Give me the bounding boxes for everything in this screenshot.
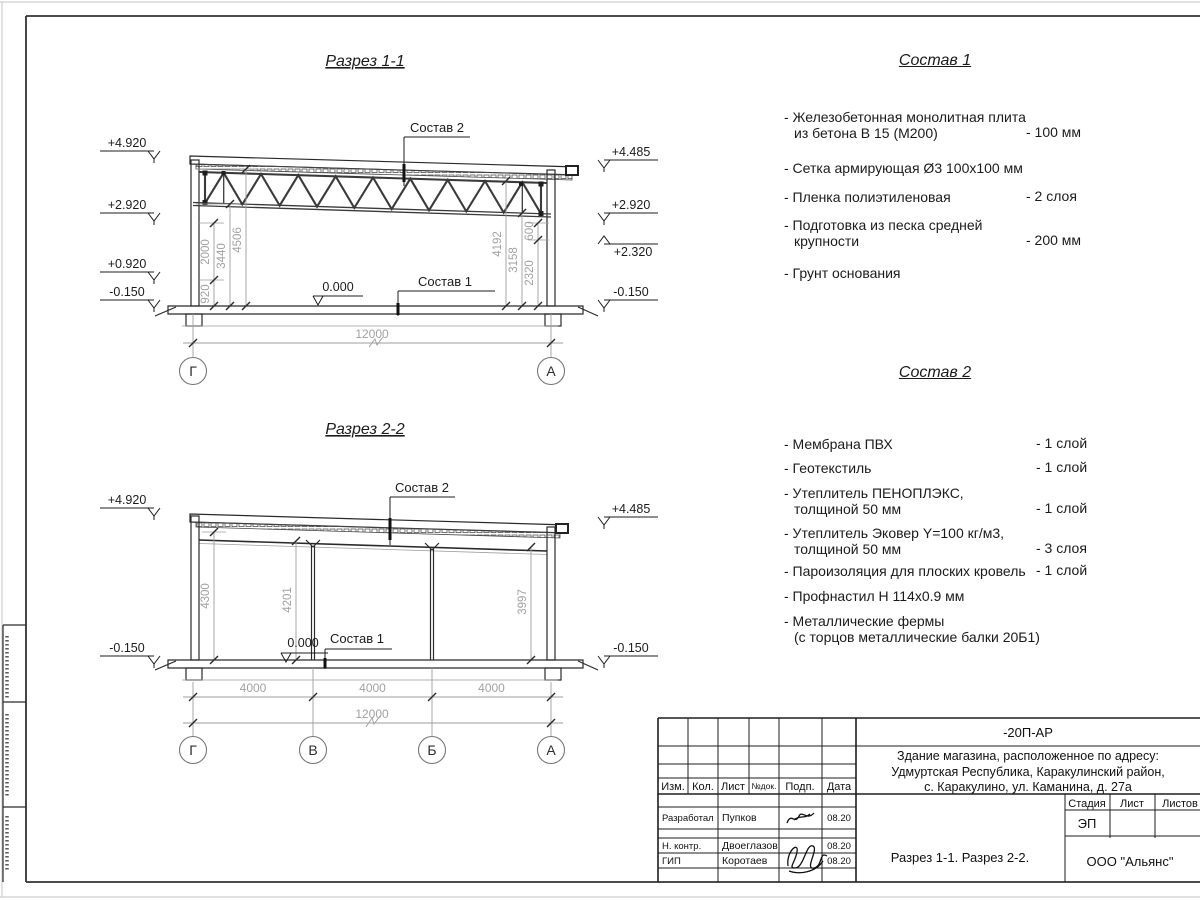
material-name: - Металлические фермы: [784, 613, 945, 629]
title-block: [658, 718, 1200, 882]
stamp-role-1: Н. контр.: [662, 841, 702, 852]
column-left-2: [191, 516, 199, 660]
column-right-1: [547, 170, 555, 306]
dim-4000-c: 4000: [478, 681, 505, 695]
elev-2920-r1: +2.920: [611, 198, 651, 212]
dim-2000: 2000: [200, 239, 212, 265]
material-item: [784, 563, 1192, 579]
elev-0150-l1: -0.150: [109, 285, 145, 299]
section-1-title: Разрез 1-1: [325, 53, 405, 70]
signature-1: [788, 846, 827, 873]
zero-mark-1: 0.000: [322, 280, 354, 294]
material-name: - Железобетонная монолитная плита: [784, 109, 1026, 125]
column-axis-b: [425, 543, 439, 660]
axis-label-g1: Г: [189, 363, 197, 379]
material-item: [784, 588, 1192, 604]
material-item: [784, 217, 1192, 249]
material-value: - 200 мм: [1026, 232, 1082, 248]
callout-sostav2-1: Состав 2: [410, 120, 464, 135]
dim-4300: 4300: [200, 583, 212, 609]
roof-1: [190, 156, 578, 180]
axis-label-v2: В: [308, 742, 318, 758]
stamp-role-2: ГИП: [662, 856, 681, 867]
stamp-org: ООО "Альянс": [1086, 854, 1174, 869]
material-name: - Геотекстиль: [784, 460, 872, 476]
section-2-2: [100, 421, 658, 764]
material-item: [784, 160, 1192, 176]
dim-4201: 4201: [282, 587, 294, 613]
stamp-date-2: 08.20: [827, 856, 851, 867]
signature-0: [787, 813, 814, 823]
stamp-date-0: 08.20: [827, 813, 851, 824]
material-name-2: (с торцов металлические балки 20Б1): [794, 629, 1040, 645]
material-item: [784, 525, 1192, 557]
elev-2920-l1: +2.920: [107, 198, 147, 212]
section-2-title: Разрез 2-2: [325, 421, 405, 438]
material-name-2: толщиной 50 мм: [794, 501, 902, 517]
elev-4485-r2: +4.485: [611, 502, 651, 516]
dim-3440: 3440: [216, 243, 228, 269]
roof-edge-beam-2: [556, 524, 568, 533]
stamp-stage-label: Стадия: [1068, 798, 1106, 810]
stamp-address-2: Удмуртская Республика, Каракулинский район,: [891, 765, 1165, 779]
material-name: - Грунт основания: [784, 265, 901, 281]
elev-4920-l2: +4.920: [107, 493, 147, 507]
elev-0920-l1: +0.920: [107, 257, 147, 271]
sostav-1-list: [772, 40, 1192, 300]
stamp-role-0: Разработал: [662, 813, 714, 824]
stamp-list-label: Лист: [1120, 798, 1144, 810]
material-value: - 3 слоя: [1036, 540, 1087, 556]
material-name-2: толщиной 50 мм: [794, 541, 902, 557]
material-value: - 1 слой: [1036, 562, 1088, 578]
roof-edge-beam: [566, 166, 578, 175]
axis-label-a1: А: [546, 363, 556, 379]
material-name: - Утеплитель Эковер Y=100 кг/м3,: [784, 525, 1005, 541]
sostav-2-list: [772, 360, 1192, 660]
stamp-doc-code: -20П-АР: [1003, 725, 1053, 740]
stamp-col-izm: Изм.: [661, 781, 685, 793]
stamp-date-1: 08.20: [827, 841, 851, 852]
roof-2: [190, 514, 568, 555]
column-right-2: [547, 527, 555, 660]
callouts-2: [281, 480, 455, 669]
dim-12000-2: 12000: [355, 707, 389, 721]
material-item: [784, 436, 1192, 452]
stamp-stage-value: ЭП: [1077, 816, 1097, 831]
sostav-1-title: Состав 1: [898, 52, 972, 69]
elev-4920-l1: +4.920: [107, 136, 147, 150]
material-item: [784, 189, 1192, 205]
axis-label-a2: А: [546, 742, 556, 758]
material-name-2: из бетона В 15 (М200): [794, 125, 938, 141]
material-value: - 1 слой: [1036, 435, 1088, 451]
stamp-col-ndok: №док.: [751, 781, 777, 791]
dim-12000-1: 12000: [355, 327, 389, 341]
axis-label-g2: Г: [189, 742, 197, 758]
section-1-1: [100, 53, 658, 385]
stamp-listov-label: Листов: [1162, 798, 1198, 810]
stamp-drawing-title: Разрез 1-1. Разрез 2-2.: [890, 850, 1030, 865]
stamp-col-list: Лист: [721, 781, 745, 793]
dim-4000-a: 4000: [239, 681, 267, 695]
elevations-left-1: [100, 136, 160, 312]
material-name: - Сетка армирующая Ø3 100х100 мм: [784, 160, 1023, 176]
material-name: - Пароизоляция для плоских кровель: [784, 563, 1026, 579]
stamp-col-podp: Подп.: [785, 781, 815, 793]
callout-sostav1-1: Состав 1: [418, 274, 472, 289]
stamp-name-2: Коротаев: [722, 855, 768, 867]
material-value: - 100 мм: [1026, 124, 1082, 140]
material-name: - Пленка полиэтиленовая: [784, 189, 951, 205]
dim-3158: 3158: [508, 247, 520, 273]
elev-0150-r2: -0.150: [613, 641, 649, 655]
material-value: - 1 слой: [1036, 500, 1088, 516]
material-item: [784, 485, 1192, 517]
floor-2: [155, 660, 598, 680]
material-item: [784, 265, 1192, 281]
dim-920: 920: [200, 284, 212, 304]
material-item: [784, 613, 1192, 645]
material-name: - Профнастил Н 114х0.9 мм: [784, 588, 965, 604]
elev-0150-r1: -0.150: [613, 285, 649, 299]
callout-sostav1-2: Состав 1: [330, 631, 384, 646]
elev-4485-r1: +4.485: [611, 145, 651, 159]
stamp-col-kol: Кол.: [692, 781, 714, 793]
zero-mark-2: 0.000: [287, 636, 319, 650]
dim-4192: 4192: [492, 231, 504, 257]
dim-4506: 4506: [232, 227, 244, 253]
elevations-right-1: [598, 145, 658, 312]
dim-4000-b: 4000: [359, 681, 386, 695]
dim-2320: 2320: [524, 260, 536, 286]
sostav-2-title: Состав 2: [898, 364, 972, 381]
dims-bottom-2: [180, 668, 565, 764]
stamp-col-data: Дата: [826, 781, 852, 793]
stamp-name-0: Пупков: [722, 812, 757, 824]
floor-1: [155, 306, 598, 326]
material-name: - Мембрана ПВХ: [784, 436, 893, 452]
dim-600: 600: [524, 221, 536, 241]
dims-bottom-1: [180, 314, 565, 385]
callouts-1: [313, 120, 495, 316]
material-value: - 1 слой: [1036, 459, 1088, 475]
material-name: - Утеплитель ПЕНОПЛЭКС,: [784, 485, 964, 501]
elev-2320-r1: +2.320: [613, 245, 653, 259]
frame-side-cells: [3, 625, 26, 882]
stamp-address-1: Здание магазина, расположенное по адресу:: [897, 749, 1159, 763]
axis-label-b2: Б: [427, 742, 437, 758]
stamp-address-3: с. Каракулино, ул. Каманина, д. 27а: [924, 780, 1132, 794]
column-left-1: [191, 160, 199, 306]
material-name: - Подготовка из песка средней: [784, 217, 983, 233]
material-value: - 2 слоя: [1026, 188, 1077, 204]
stamp-name-1: Двоеглазов: [722, 840, 778, 852]
material-item: [784, 460, 1192, 476]
material-item: [784, 109, 1192, 141]
dim-3997: 3997: [517, 589, 529, 615]
elev-0150-l2: -0.150: [109, 641, 145, 655]
material-name-2: крупности: [794, 233, 860, 249]
callout-sostav2-2: Состав 2: [395, 480, 449, 495]
